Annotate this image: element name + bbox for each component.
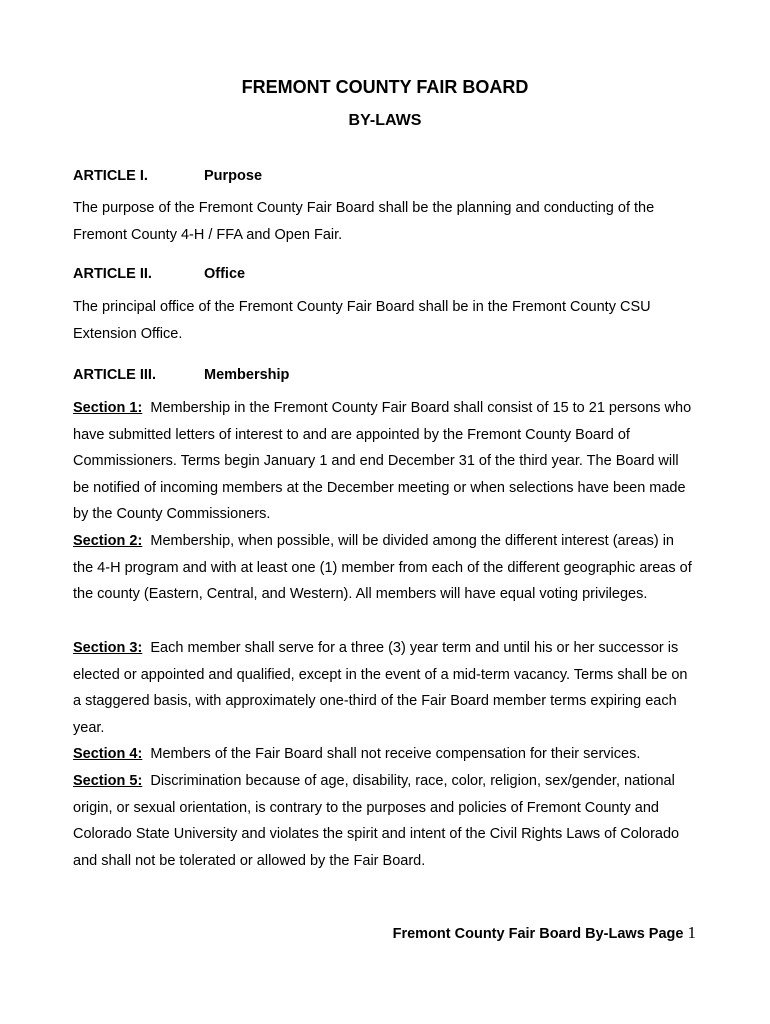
section-5-paragraph	[73, 768, 698, 874]
section-1-text: Membership in the Fremont County Fair Board shall consist of 15 to 21 persons who have submitted letters of interest to and are appointed by the Fremont County Board of Commissioners. Terms begin January 1 and end December 31 of the third year. The Board will be notified of incoming members at the December meeting or when selections have been made by the County Commissioners.	[73, 400, 692, 523]
section-4-paragraph	[73, 741, 698, 768]
section-1-paragraph	[73, 395, 698, 528]
section-1-label: Section 1:	[73, 400, 143, 416]
article-2-heading	[73, 265, 713, 283]
document-title: FREMONT COUNTY FAIR BOARD	[241, 77, 529, 97]
article-2-number: ARTICLE II.	[73, 266, 152, 282]
article-1-title: Purpose	[204, 168, 263, 184]
section-5-label: Section 5:	[73, 773, 143, 789]
section-2-paragraph	[73, 528, 698, 608]
section-2-text: Membership, when possible, will be divided among the different interest (areas) in the 4-H program and with at least one (1) member from each of the different geographic areas of the county (Eastern, Central, and Western). All members will have equal voting privileges.	[73, 533, 692, 603]
section-3-text: Each member shall serve for a three (3) year term and until his or her successor is elected or appointed and qualified, except in the event of a mid-term vacancy. Terms shall be on a staggered basis, with approximately one-third of the Fair Board member terms expiring each year.	[73, 640, 688, 736]
document-subtitle: BY-LAWS	[348, 112, 422, 129]
article-1-number: ARTICLE I.	[73, 168, 148, 184]
section-4-text: Members of the Fair Board shall not receive compensation for their services.	[150, 746, 641, 762]
section-3-paragraph	[73, 635, 698, 741]
article-1-text: The purpose of the Fremont County Fair Board shall be the planning and conducting of the Fremont County 4-H / FFA and Open Fair.	[73, 200, 655, 243]
section-3-label: Section 3:	[73, 640, 143, 656]
article-3-number: ARTICLE III.	[73, 367, 156, 383]
article-2-title: Office	[204, 266, 246, 282]
article-1-heading	[73, 167, 713, 185]
article-3-title: Membership	[204, 367, 290, 383]
section-4-label: Section 4:	[73, 746, 143, 762]
footer-text: Fremont County Fair Board By-Laws Page	[392, 926, 688, 942]
page-footer	[393, 922, 696, 945]
section-5-text: Discrimination because of age, disability, race, color, religion, sex/gender, national origin, or sexual orientation, is contrary to the purposes and policies of Fremont County and Colorado State University and violates the spirit and intent of the Civil Rights Laws of Colorado and shall not be tolerated or allowed by the Fair Board.	[73, 773, 680, 869]
article-3-heading	[73, 366, 713, 384]
article-2-text: The principal office of the Fremont County Fair Board shall be in the Fremont County CSU Extension Office.	[73, 299, 651, 342]
page-number: 1	[687, 923, 696, 942]
section-2-label: Section 2:	[73, 533, 143, 549]
